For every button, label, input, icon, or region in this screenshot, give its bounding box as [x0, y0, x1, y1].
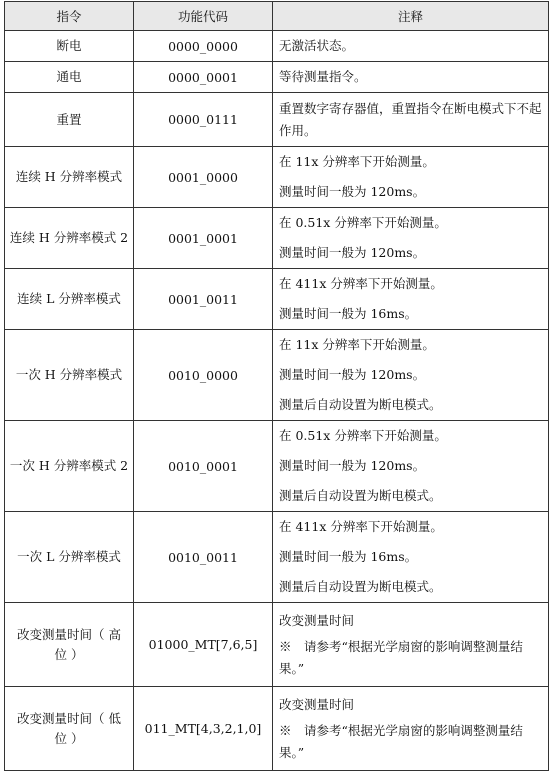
instruction-label: 改变测量时间（ 低位 ） — [17, 710, 121, 746]
note-line: 在 411x 分辨率下开始测量。 — [279, 519, 443, 534]
code-cell: 011_MT[4,3,2,1,0] — [134, 687, 273, 771]
notes-cell — [273, 330, 549, 421]
table-header-row — [5, 2, 549, 31]
instruction-cell — [5, 603, 134, 687]
note-line: 改变测量时间 — [279, 612, 355, 628]
header-notes: 注释 — [273, 2, 549, 31]
note-line: 测量时间一般为 16ms。 — [279, 306, 418, 321]
note-line: 等待测量指令。 — [279, 69, 367, 84]
code-cell: 0010_0000 — [134, 330, 273, 421]
table-row — [5, 687, 549, 771]
header-instruction: 指令 — [5, 2, 134, 31]
notes-cell — [273, 603, 549, 687]
note-line: 测量时间一般为 120ms。 — [279, 367, 426, 382]
instruction-cell: 断电 — [5, 31, 134, 62]
code-cell: 0001_0011 — [134, 269, 273, 330]
table-row — [5, 421, 549, 512]
notes-cell — [273, 269, 549, 330]
note-line: 测量时间一般为 16ms。 — [279, 549, 418, 564]
table-row — [5, 208, 549, 269]
notes-cell — [273, 687, 549, 771]
note-line: 在 0.51x 分辨率下开始测量。 — [279, 428, 447, 443]
table-row — [5, 330, 549, 421]
note-line: 在 11x 分辨率下开始测量。 — [279, 154, 435, 169]
command-table — [4, 1, 549, 771]
code-cell: 0001_0001 — [134, 208, 273, 269]
note-line: ※ 请参考“根据光学扇窗的影响调整测量结果。” — [279, 638, 523, 676]
code-cell: 0001_0000 — [134, 147, 273, 208]
note-line: 在 11x 分辨率下开始测量。 — [279, 337, 435, 352]
instruction-cell: 通电 — [5, 62, 134, 93]
notes-cell — [273, 62, 549, 93]
table-row — [5, 603, 549, 687]
instruction-cell: 连续 H 分辨率模式 2 — [5, 208, 134, 269]
notes-cell — [273, 208, 549, 269]
notes-cell — [273, 93, 549, 147]
note-line: 改变测量时间 — [279, 696, 355, 712]
note-line: 测量后自动设置为断电模式。 — [279, 397, 442, 412]
code-cell: 0000_0000 — [134, 31, 273, 62]
notes-cell — [273, 421, 549, 512]
code-cell: 01000_MT[7,6,5] — [134, 603, 273, 687]
notes-cell — [273, 512, 549, 603]
note-line: 测量后自动设置为断电模式。 — [279, 488, 442, 503]
table-row — [5, 269, 549, 330]
table-row — [5, 62, 549, 93]
table-row — [5, 93, 549, 147]
notes-cell — [273, 147, 549, 208]
note-line: 重置数字寄存器值，重置指令在断电模式下不起作用。 — [279, 100, 542, 138]
note-line: 无激活状态。 — [279, 38, 355, 53]
instruction-cell — [5, 687, 134, 771]
notes-cell — [273, 31, 549, 62]
instruction-label: 改变测量时间（ 高位 ） — [17, 626, 121, 662]
note-line: 在 411x 分辨率下开始测量。 — [279, 276, 443, 291]
code-cell: 0010_0001 — [134, 421, 273, 512]
note-line: ※ 请参考“根据光学扇窗的影响调整测量结果。” — [279, 722, 523, 760]
note-line: 测量后自动设置为断电模式。 — [279, 579, 442, 594]
header-function-code: 功能代码 — [134, 2, 273, 31]
note-line: 测量时间一般为 120ms。 — [279, 184, 426, 199]
code-cell: 0010_0011 — [134, 512, 273, 603]
note-line: 测量时间一般为 120ms。 — [279, 245, 426, 260]
code-cell: 0000_0001 — [134, 62, 273, 93]
instruction-cell: 连续 L 分辨率模式 — [5, 269, 134, 330]
table-row — [5, 512, 549, 603]
note-line: 测量时间一般为 120ms。 — [279, 458, 426, 473]
table-row — [5, 31, 549, 62]
table-row — [5, 147, 549, 208]
instruction-cell: 重置 — [5, 93, 134, 147]
note-line: 在 0.51x 分辨率下开始测量。 — [279, 215, 447, 230]
instruction-cell: 连续 H 分辨率模式 — [5, 147, 134, 208]
instruction-cell: 一次 H 分辨率模式 2 — [5, 421, 134, 512]
code-cell: 0000_0111 — [134, 93, 273, 147]
instruction-cell: 一次 H 分辨率模式 — [5, 330, 134, 421]
instruction-cell: 一次 L 分辨率模式 — [5, 512, 134, 603]
